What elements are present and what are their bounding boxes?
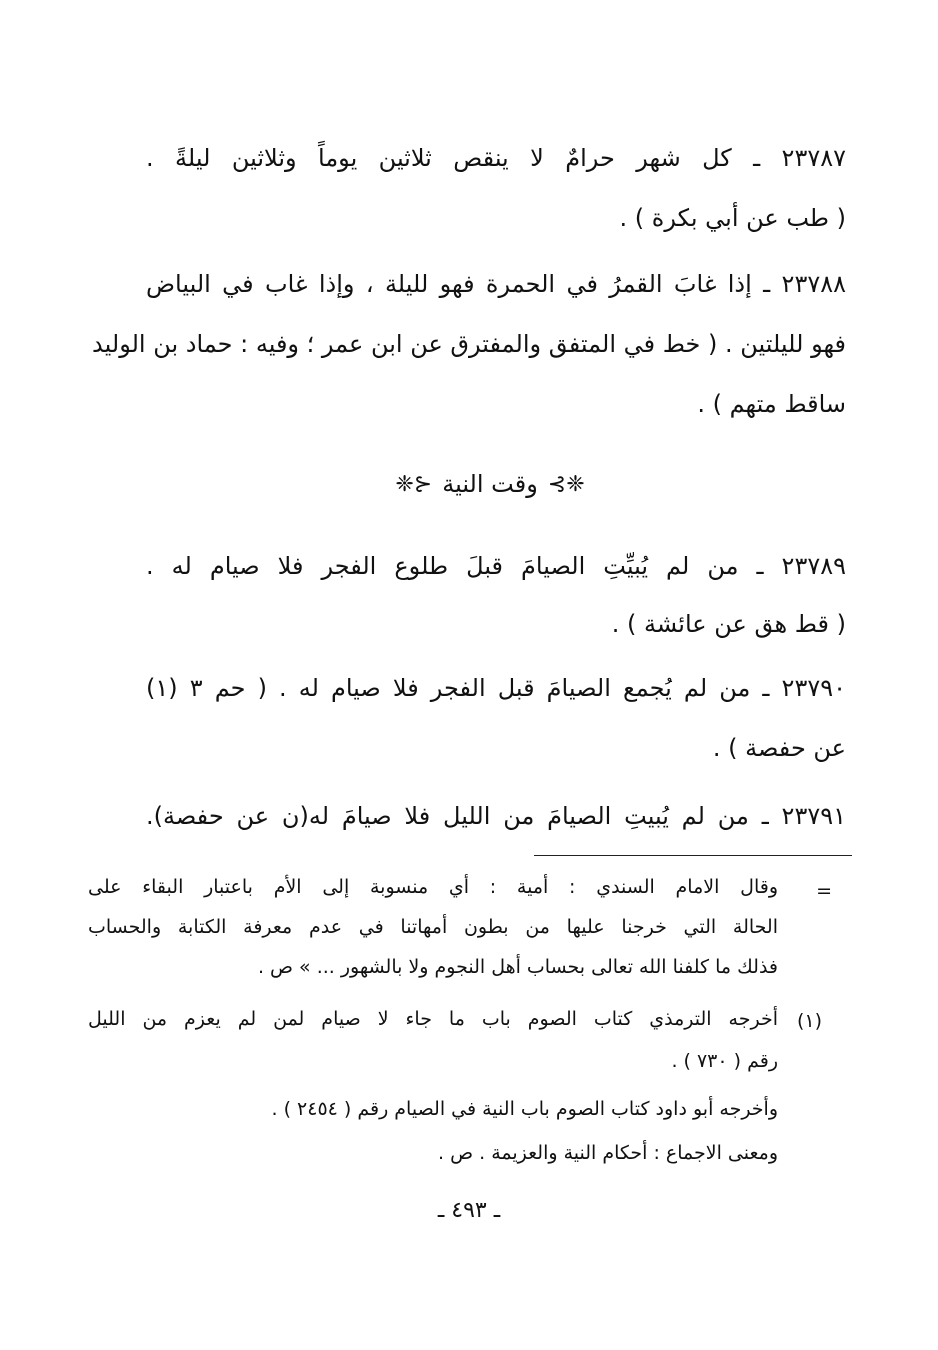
- footnote-1-line-4: ومعنى الاجماع : أحكام النية والعزيمة . ص .: [438, 1142, 778, 1164]
- hadith-23789-line-1: ٢٣٧٨٩ ـ من لم يُبيِّتِ الصيامَ قبلَ طلوع الفجر فلا صيام له .: [146, 552, 846, 580]
- heading-ornament-left: ⊰❈: [395, 471, 433, 497]
- hadith-23790-line-2: عن حفصة ) .: [712, 734, 846, 762]
- hadith-23790-line-1: ٢٣٧٩٠ ـ من لم يُجمع الصيامَ قبل الفجر فلا صيام له . ( حم ٣ (١): [146, 674, 846, 702]
- footnote-continuation-line-1: وقال الامام السندي : أمية : أي منسوبة إلى الأم باعتبار البقاء على: [88, 876, 778, 898]
- footnote-continuation-line-2: الحالة التي خرجنا عليها من بطون أمهاتنا في عدم معرفة الكتابة والحساب: [88, 916, 778, 938]
- footnote-1-line-1: أخرجه الترمذي كتاب الصوم باب ما جاء لا صيام لمن لم يعزم من الليل: [88, 1008, 778, 1030]
- footnote-continuation-line-3: فذلك ما كلفنا الله تعالى بحساب أهل النجوم ولا بالشهور ... » ص .: [257, 956, 778, 978]
- footnote-1-line-3: وأخرجه أبو داود كتاب الصوم باب النية في الصيام رقم ( ٢٤٥٤ ) .: [271, 1098, 778, 1120]
- section-heading-title: وقت النية: [442, 470, 538, 498]
- page-number: ـ ٤٩٣ ـ: [437, 1198, 501, 1223]
- hadith-23787-line-1: ٢٣٧٨٧ ـ كل شهر حرامٌ لا ينقص ثلاثين يوماً وثلاثين ليلةً .: [146, 144, 846, 172]
- hadith-23788-line-2: فهو لليلتين . ( خط في المتفق والمفترق عن ابن عمر ؛ وفيه : حماد بن الوليد: [92, 330, 846, 358]
- hadith-23787-line-2: ( طب عن أبي بكرة ) .: [619, 204, 846, 232]
- section-heading: [360, 462, 620, 506]
- hadith-23788-line-3: ساقط متهم ) .: [697, 390, 846, 418]
- footnote-separator: [534, 855, 852, 856]
- hadith-23788-line-1: ٢٣٧٨٨ ـ إذا غابَ القمرُ في الحمرة فهو لليلة ، وإذا غاب في البياض: [146, 270, 846, 298]
- footnote-1-line-2: رقم ( ٧٣٠ ) .: [671, 1050, 778, 1072]
- hadith-23789-line-2: ( قط هق عن عائشة ) .: [611, 610, 846, 638]
- hadith-23791-line-1: ٢٣٧٩١ ـ من لم يُبيتِ الصيامَ من الليل فلا صيامَ له(ن عن حفصة).: [146, 802, 846, 830]
- footnote-1-marker: (١): [796, 1010, 822, 1032]
- footnote-continuation-marker: =: [816, 880, 832, 902]
- heading-ornament-right: ❈⊱: [547, 471, 585, 497]
